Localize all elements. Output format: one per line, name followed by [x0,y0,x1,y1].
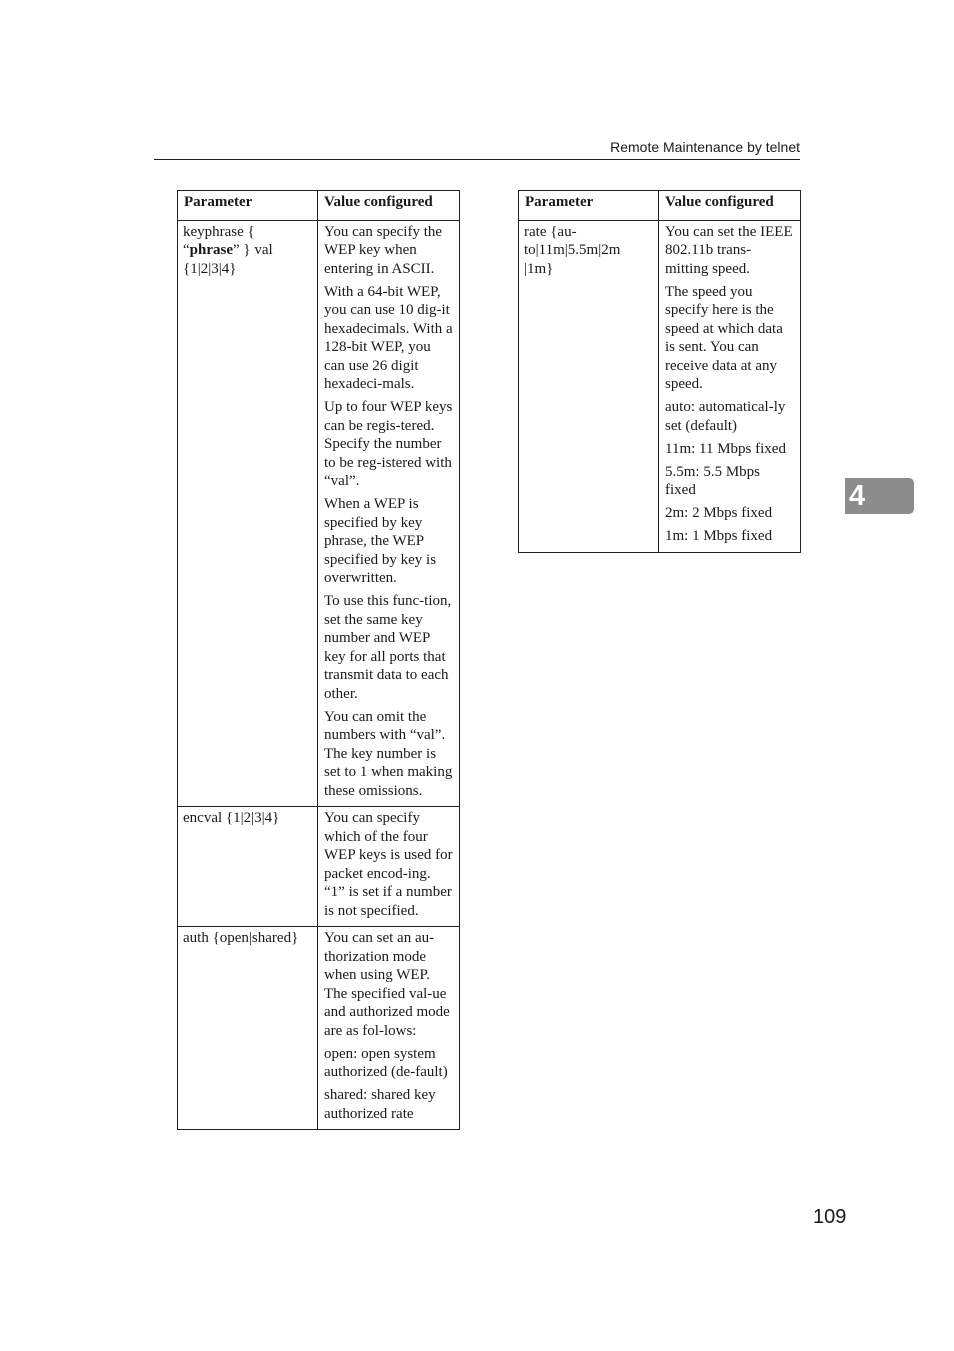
parameter-cell-auth: auth {open|shared} [178,927,318,1130]
value-paragraph: Up to four WEP keys can be regis-tered. Specify the number to be reg-istered with “val”. [324,399,453,489]
value-paragraph: You can set an au-thorization mode when using WEP. The specified val-ue and authorized mode are as fol-lows: [324,930,450,1039]
value-paragraph: To use this func-tion, set the same key number and WEP key for all ports that transmit data to each other. [324,593,452,702]
value-cell-keyphrase [318,220,460,807]
table-header-row [178,191,460,221]
column-header-value: Value configured [318,191,460,221]
table-row-encval [178,807,460,927]
param-text-suffix: ” } val {1|2|3|4} [183,242,273,277]
value-paragraph: 11m: 11 Mbps fixed [665,440,786,457]
value-cell-encval [318,807,460,927]
value-cell-auth [318,927,460,1130]
parameter-cell-keyphrase [178,220,318,807]
chapter-tab [845,478,914,514]
table-header-row [519,191,801,221]
table-row-keyphrase [178,220,460,807]
value-cell-rate [659,220,801,552]
page-number: 109 [813,1206,847,1228]
running-header [154,138,800,160]
parameter-table-left [177,190,460,1130]
parameter-cell-encval: encval {1|2|3|4} [178,807,318,927]
value-paragraph: 5.5m: 5.5 Mbps fixed [665,463,761,498]
value-paragraph: open: open system authorized (de-fault) [324,1045,448,1080]
value-paragraph: You can set the IEEE 802.11b trans-mitting speed. [665,223,793,277]
running-header-title: Remote Maintenance by telnet [610,139,800,155]
value-paragraph: 1m: 1 Mbps fixed [665,528,773,544]
parameter-cell-rate: rate {au-to|11m|5.5m|2m |1m} [519,220,659,552]
param-text-bold: phrase [189,242,234,258]
column-header-parameter: Parameter [178,191,318,221]
table-row-rate [519,220,801,552]
table-row-auth [178,927,460,1130]
value-paragraph: When a WEP is specified by key phrase, the WEP specified by key is overwritten. [324,496,437,586]
column-header-value: Value configured [659,191,801,221]
value-paragraph: shared: shared key authorized rate [324,1087,436,1122]
value-paragraph: You can specify the WEP key when entering in ASCII. [324,223,443,277]
value-paragraph: auto: automatical-ly set (default) [665,399,786,434]
value-paragraph: You can specify which of the four WEP keys is used for packet encod-ing. “1” is set if a number is not specified. [324,810,453,919]
value-paragraph: 2m: 2 Mbps fixed [665,505,773,521]
chapter-number: 4 [849,480,866,512]
param-text-prefix: keyphrase { “ [183,223,255,258]
parameter-table-right [518,190,801,553]
value-paragraph: With a 64-bit WEP, you can use 10 dig-it hexadecimals. With a 128-bit WEP, you can use 26 digit hexadeci-mals. [324,283,453,392]
value-paragraph: You can omit the numbers with “val”. The key number is set to 1 when making these omissions. [324,708,453,799]
value-paragraph: The speed you specify here is the speed at which data is sent. You can receive data at any speed. [665,283,783,392]
column-header-parameter: Parameter [519,191,659,221]
